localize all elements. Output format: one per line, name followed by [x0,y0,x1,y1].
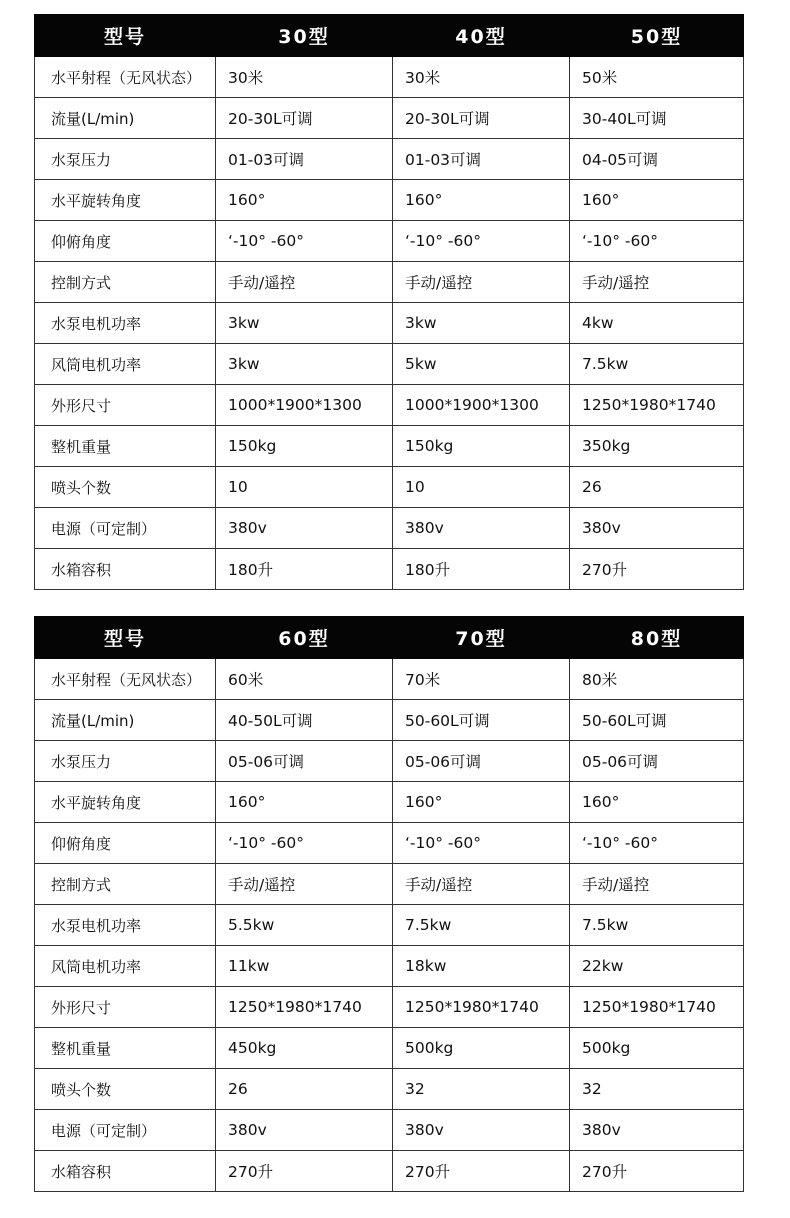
spec-label-cell: 水泵电机功率 [35,905,216,946]
spec-value-cell: 手动/遥控 [570,262,744,303]
spec-value-cell: 160° [570,180,744,221]
spec-label-cell: 水泵压力 [35,139,216,180]
spec-value-cell: ‘-10° -60° [570,823,744,864]
spec-value-cell: 01-03可调 [393,139,570,180]
spec-value-cell: 7.5kw [570,344,744,385]
spec-value-cell: 1000*1900*1300 [216,385,393,426]
spec-value-cell: 160° [393,782,570,823]
table-row [35,385,744,426]
spec-value-cell: 18kw [393,946,570,987]
spec-value-cell: 1250*1980*1740 [570,385,744,426]
spec-value-cell: 50-60L可调 [570,700,744,741]
spec-value-cell: 26 [216,1069,393,1110]
header-row [35,617,744,659]
spec-value-cell: 350kg [570,426,744,467]
spec-value-cell: 270升 [216,1151,393,1192]
header-model-name: 50型 [570,15,744,57]
spec-label-cell: 流量(L/min) [35,98,216,139]
spec-value-cell: 01-03可调 [216,139,393,180]
spec-label-cell: 电源（可定制） [35,1110,216,1151]
spec-value-cell: 160° [393,180,570,221]
table-row [35,782,744,823]
spec-value-cell: 10 [393,467,570,508]
spec-label-cell: 流量(L/min) [35,700,216,741]
spec-value-cell: 4kw [570,303,744,344]
spec-value-cell: 05-06可调 [393,741,570,782]
spec-value-cell: 32 [570,1069,744,1110]
table-row [35,987,744,1028]
spec-label-cell: 整机重量 [35,426,216,467]
spec-value-cell: 270升 [570,549,744,590]
spec-value-cell: 7.5kw [393,905,570,946]
table-row [35,98,744,139]
spec-value-cell: 380v [216,508,393,549]
spec-value-cell: 5kw [393,344,570,385]
header-model-name: 30型 [216,15,393,57]
spec-value-cell: 04-05可调 [570,139,744,180]
spec-label-cell: 水泵压力 [35,741,216,782]
table-row [35,1069,744,1110]
spec-label-cell: 水平射程（无风状态） [35,57,216,98]
spec-value-cell: 380v [393,1110,570,1151]
spec-label-cell: 风筒电机功率 [35,946,216,987]
spec-label-cell: 仰俯角度 [35,823,216,864]
spec-value-cell: 500kg [570,1028,744,1069]
spec-value-cell: 22kw [570,946,744,987]
spec-value-cell: 1250*1980*1740 [393,987,570,1028]
header-row [35,15,744,57]
spec-value-cell: 手动/遥控 [393,262,570,303]
spec-value-cell: 32 [393,1069,570,1110]
spec-value-cell: 手动/遥控 [216,262,393,303]
spec-value-cell: 380v [216,1110,393,1151]
spec-value-cell: 450kg [216,1028,393,1069]
spec-value-cell: 270升 [393,1151,570,1192]
table-row [35,659,744,700]
spec-value-cell: 180升 [393,549,570,590]
spec-value-cell: 70米 [393,659,570,700]
spec-label-cell: 整机重量 [35,1028,216,1069]
spec-table-60-70-80 [34,616,744,1192]
table-row [35,700,744,741]
spec-value-cell: 160° [216,782,393,823]
table-row [35,303,744,344]
spec-value-cell: 3kw [216,303,393,344]
spec-value-cell: ‘-10° -60° [216,221,393,262]
spec-value-cell: 50米 [570,57,744,98]
spec-value-cell: 05-06可调 [216,741,393,782]
table-row [35,1151,744,1192]
table-row [35,139,744,180]
table-row [35,426,744,467]
header-model-name: 80型 [570,617,744,659]
spec-value-cell: 30米 [216,57,393,98]
spec-label-cell: 水箱容积 [35,549,216,590]
spec-value-cell: 500kg [393,1028,570,1069]
spec-value-cell: 270升 [570,1151,744,1192]
spec-value-cell: 20-30L可调 [216,98,393,139]
spec-value-cell: ‘-10° -60° [393,221,570,262]
table-row [35,1028,744,1069]
spec-table-30-40-50 [34,14,744,590]
table-body [35,57,744,590]
table-body [35,659,744,1192]
table-row [35,221,744,262]
table-row [35,905,744,946]
spec-value-cell: 50-60L可调 [393,700,570,741]
spec-value-cell: 3kw [216,344,393,385]
table-row [35,467,744,508]
spec-value-cell: 11kw [216,946,393,987]
spec-value-cell: 手动/遥控 [216,864,393,905]
table-row [35,864,744,905]
spec-value-cell: 手动/遥控 [393,864,570,905]
table-row [35,57,744,98]
header-model-name: 60型 [216,617,393,659]
table-row [35,741,744,782]
table-row [35,946,744,987]
spec-value-cell: ‘-10° -60° [570,221,744,262]
table-row [35,180,744,221]
spec-value-cell: 3kw [393,303,570,344]
header-model-name: 70型 [393,617,570,659]
spec-value-cell: 60米 [216,659,393,700]
spec-label-cell: 水泵电机功率 [35,303,216,344]
spec-value-cell: 150kg [393,426,570,467]
spec-label-cell: 喷头个数 [35,1069,216,1110]
spec-value-cell: 160° [216,180,393,221]
spec-value-cell: 7.5kw [570,905,744,946]
spec-label-cell: 仰俯角度 [35,221,216,262]
spec-value-cell: 5.5kw [216,905,393,946]
spec-value-cell: 40-50L可调 [216,700,393,741]
spec-label-cell: 外形尺寸 [35,987,216,1028]
spec-value-cell: 1250*1980*1740 [216,987,393,1028]
spec-value-cell: 380v [393,508,570,549]
header-model-label: 型号 [35,15,216,57]
spec-value-cell: 30-40L可调 [570,98,744,139]
header-model-label: 型号 [35,617,216,659]
table-row [35,549,744,590]
spec-value-cell: 160° [570,782,744,823]
table-header [35,617,744,659]
spec-label-cell: 控制方式 [35,262,216,303]
spec-value-cell: 1000*1900*1300 [393,385,570,426]
spec-value-cell: 手动/遥控 [570,864,744,905]
spec-value-cell: 10 [216,467,393,508]
spec-value-cell: 05-06可调 [570,741,744,782]
spec-label-cell: 水平旋转角度 [35,180,216,221]
table-row [35,508,744,549]
spec-label-cell: 水箱容积 [35,1151,216,1192]
table-row [35,823,744,864]
spec-label-cell: 电源（可定制） [35,508,216,549]
spec-label-cell: 水平射程（无风状态） [35,659,216,700]
spec-label-cell: 喷头个数 [35,467,216,508]
spec-value-cell: ‘-10° -60° [216,823,393,864]
spec-value-cell: 180升 [216,549,393,590]
spec-value-cell: 380v [570,1110,744,1151]
spec-value-cell: 80米 [570,659,744,700]
spec-label-cell: 外形尺寸 [35,385,216,426]
spec-value-cell: 150kg [216,426,393,467]
spec-label-cell: 水平旋转角度 [35,782,216,823]
table-row [35,262,744,303]
spec-value-cell: ‘-10° -60° [393,823,570,864]
spec-label-cell: 控制方式 [35,864,216,905]
table-header [35,15,744,57]
spec-value-cell: 380v [570,508,744,549]
spec-value-cell: 1250*1980*1740 [570,987,744,1028]
table-row [35,1110,744,1151]
spec-value-cell: 20-30L可调 [393,98,570,139]
spec-value-cell: 26 [570,467,744,508]
header-model-name: 40型 [393,15,570,57]
table-row [35,344,744,385]
spec-value-cell: 30米 [393,57,570,98]
spec-label-cell: 风筒电机功率 [35,344,216,385]
